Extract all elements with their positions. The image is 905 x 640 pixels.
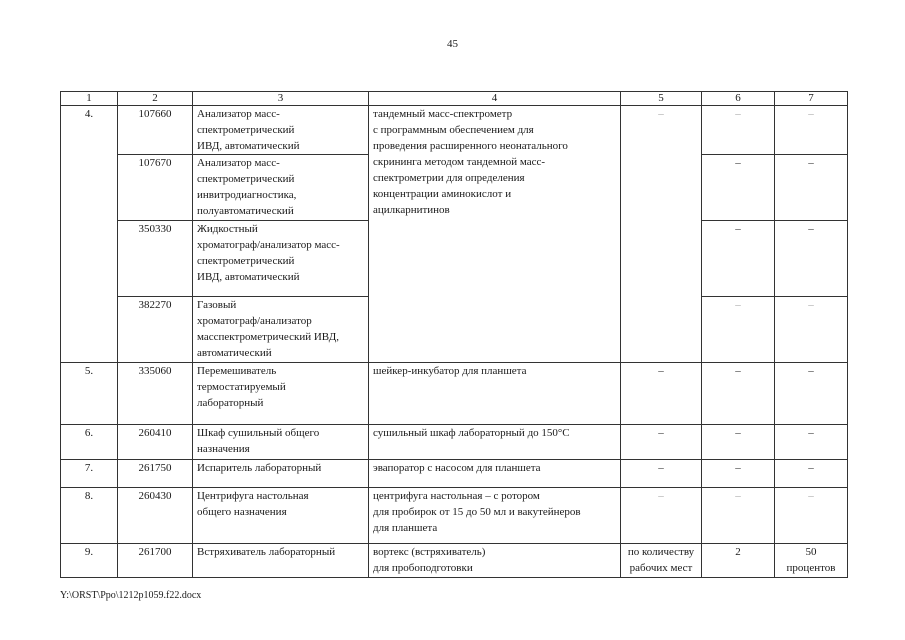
- name-cell: Испаритель лабораторный: [193, 460, 369, 488]
- name-cell: Анализатор масс- спектрометрический инвитродиагностика, полуавтоматический: [193, 155, 369, 221]
- col6-cell: –: [702, 106, 775, 155]
- table-row: [61, 363, 848, 425]
- code-cell: 261750: [118, 460, 193, 488]
- description-cell: тандемный масс-спектрометр с программным обеспечением для проведения расширенного неонатального скрининга методом тандемной масс- спектрометрии для определения концентрации аминокислот и ацилкарнитинов: [369, 106, 621, 363]
- col6-cell: –: [702, 425, 775, 460]
- col7-cell: –: [775, 297, 848, 363]
- table-row: [61, 106, 848, 155]
- row-number: 7.: [61, 460, 118, 488]
- description-cell: вортекс (встряхиватель) для пробоподготовки: [369, 544, 621, 578]
- table-row: [61, 425, 848, 460]
- code-cell: 107670: [118, 155, 193, 221]
- name-cell: Жидкостный хроматограф/анализатор масс- спектрометрический ИВД, автоматический: [193, 221, 369, 297]
- col7-cell: –: [775, 460, 848, 488]
- col7-cell: –: [775, 155, 848, 221]
- description-cell: эвапоратор с насосом для планшета: [369, 460, 621, 488]
- col6-cell: –: [702, 488, 775, 544]
- name-cell: Шкаф сушильный общего назначения: [193, 425, 369, 460]
- col5-cell: –: [621, 425, 702, 460]
- row-number: 9.: [61, 544, 118, 578]
- row-number: 4.: [61, 106, 118, 363]
- description-cell: центрифуга настольная – с ротором для пробирок от 15 до 50 мл и вакутейнеров для планшета: [369, 488, 621, 544]
- name-cell: Газовый хроматограф/анализатор масспектрометрический ИВД, автоматический: [193, 297, 369, 363]
- code-cell: 350330: [118, 221, 193, 297]
- page-number: 45: [447, 38, 458, 50]
- code-cell: 260410: [118, 425, 193, 460]
- col7-cell: –: [775, 106, 848, 155]
- code-cell: 382270: [118, 297, 193, 363]
- col7-cell: –: [775, 488, 848, 544]
- header-cell: 5: [621, 92, 702, 106]
- header-cell: 7: [775, 92, 848, 106]
- header-cell: 4: [369, 92, 621, 106]
- description-cell: сушильный шкаф лабораторный до 150°С: [369, 425, 621, 460]
- col6-cell: –: [702, 155, 775, 221]
- table-row: [61, 544, 848, 578]
- col6-cell: –: [702, 460, 775, 488]
- name-cell: Перемешиватель термостатируемый лабораторный: [193, 363, 369, 425]
- table-row: [61, 460, 848, 488]
- code-cell: 260430: [118, 488, 193, 544]
- name-cell: Анализатор масс- спектрометрический ИВД, автоматический: [193, 106, 369, 155]
- row-number: 5.: [61, 363, 118, 425]
- code-cell: 261700: [118, 544, 193, 578]
- header-cell: 6: [702, 92, 775, 106]
- header-cell: 2: [118, 92, 193, 106]
- name-cell: Центрифуга настольная общего назначения: [193, 488, 369, 544]
- col5-cell: –: [621, 460, 702, 488]
- col5-cell: –: [621, 488, 702, 544]
- col6-cell: 2: [702, 544, 775, 578]
- table-header-row: [61, 92, 848, 106]
- row-number: 8.: [61, 488, 118, 544]
- col5-cell: –: [621, 363, 702, 425]
- col5-cell: –: [621, 106, 702, 363]
- col6-cell: –: [702, 297, 775, 363]
- header-cell: 1: [61, 92, 118, 106]
- row-number: 6.: [61, 425, 118, 460]
- col7-cell: –: [775, 221, 848, 297]
- equipment-table: [60, 91, 848, 578]
- table-row: [61, 488, 848, 544]
- col7-cell: 50 процентов: [775, 544, 848, 578]
- header-cell: 3: [193, 92, 369, 106]
- description-cell: шейкер-инкубатор для планшета: [369, 363, 621, 425]
- name-cell: Встряхиватель лабораторный: [193, 544, 369, 578]
- col6-cell: –: [702, 221, 775, 297]
- code-cell: 107660: [118, 106, 193, 155]
- col5-cell: по количеству рабочих мест: [621, 544, 702, 578]
- col7-cell: –: [775, 425, 848, 460]
- file-path-footer: Y:\ORST\Ppo\1212p1059.f22.docx: [60, 590, 202, 601]
- col7-cell: –: [775, 363, 848, 425]
- col6-cell: –: [702, 363, 775, 425]
- code-cell: 335060: [118, 363, 193, 425]
